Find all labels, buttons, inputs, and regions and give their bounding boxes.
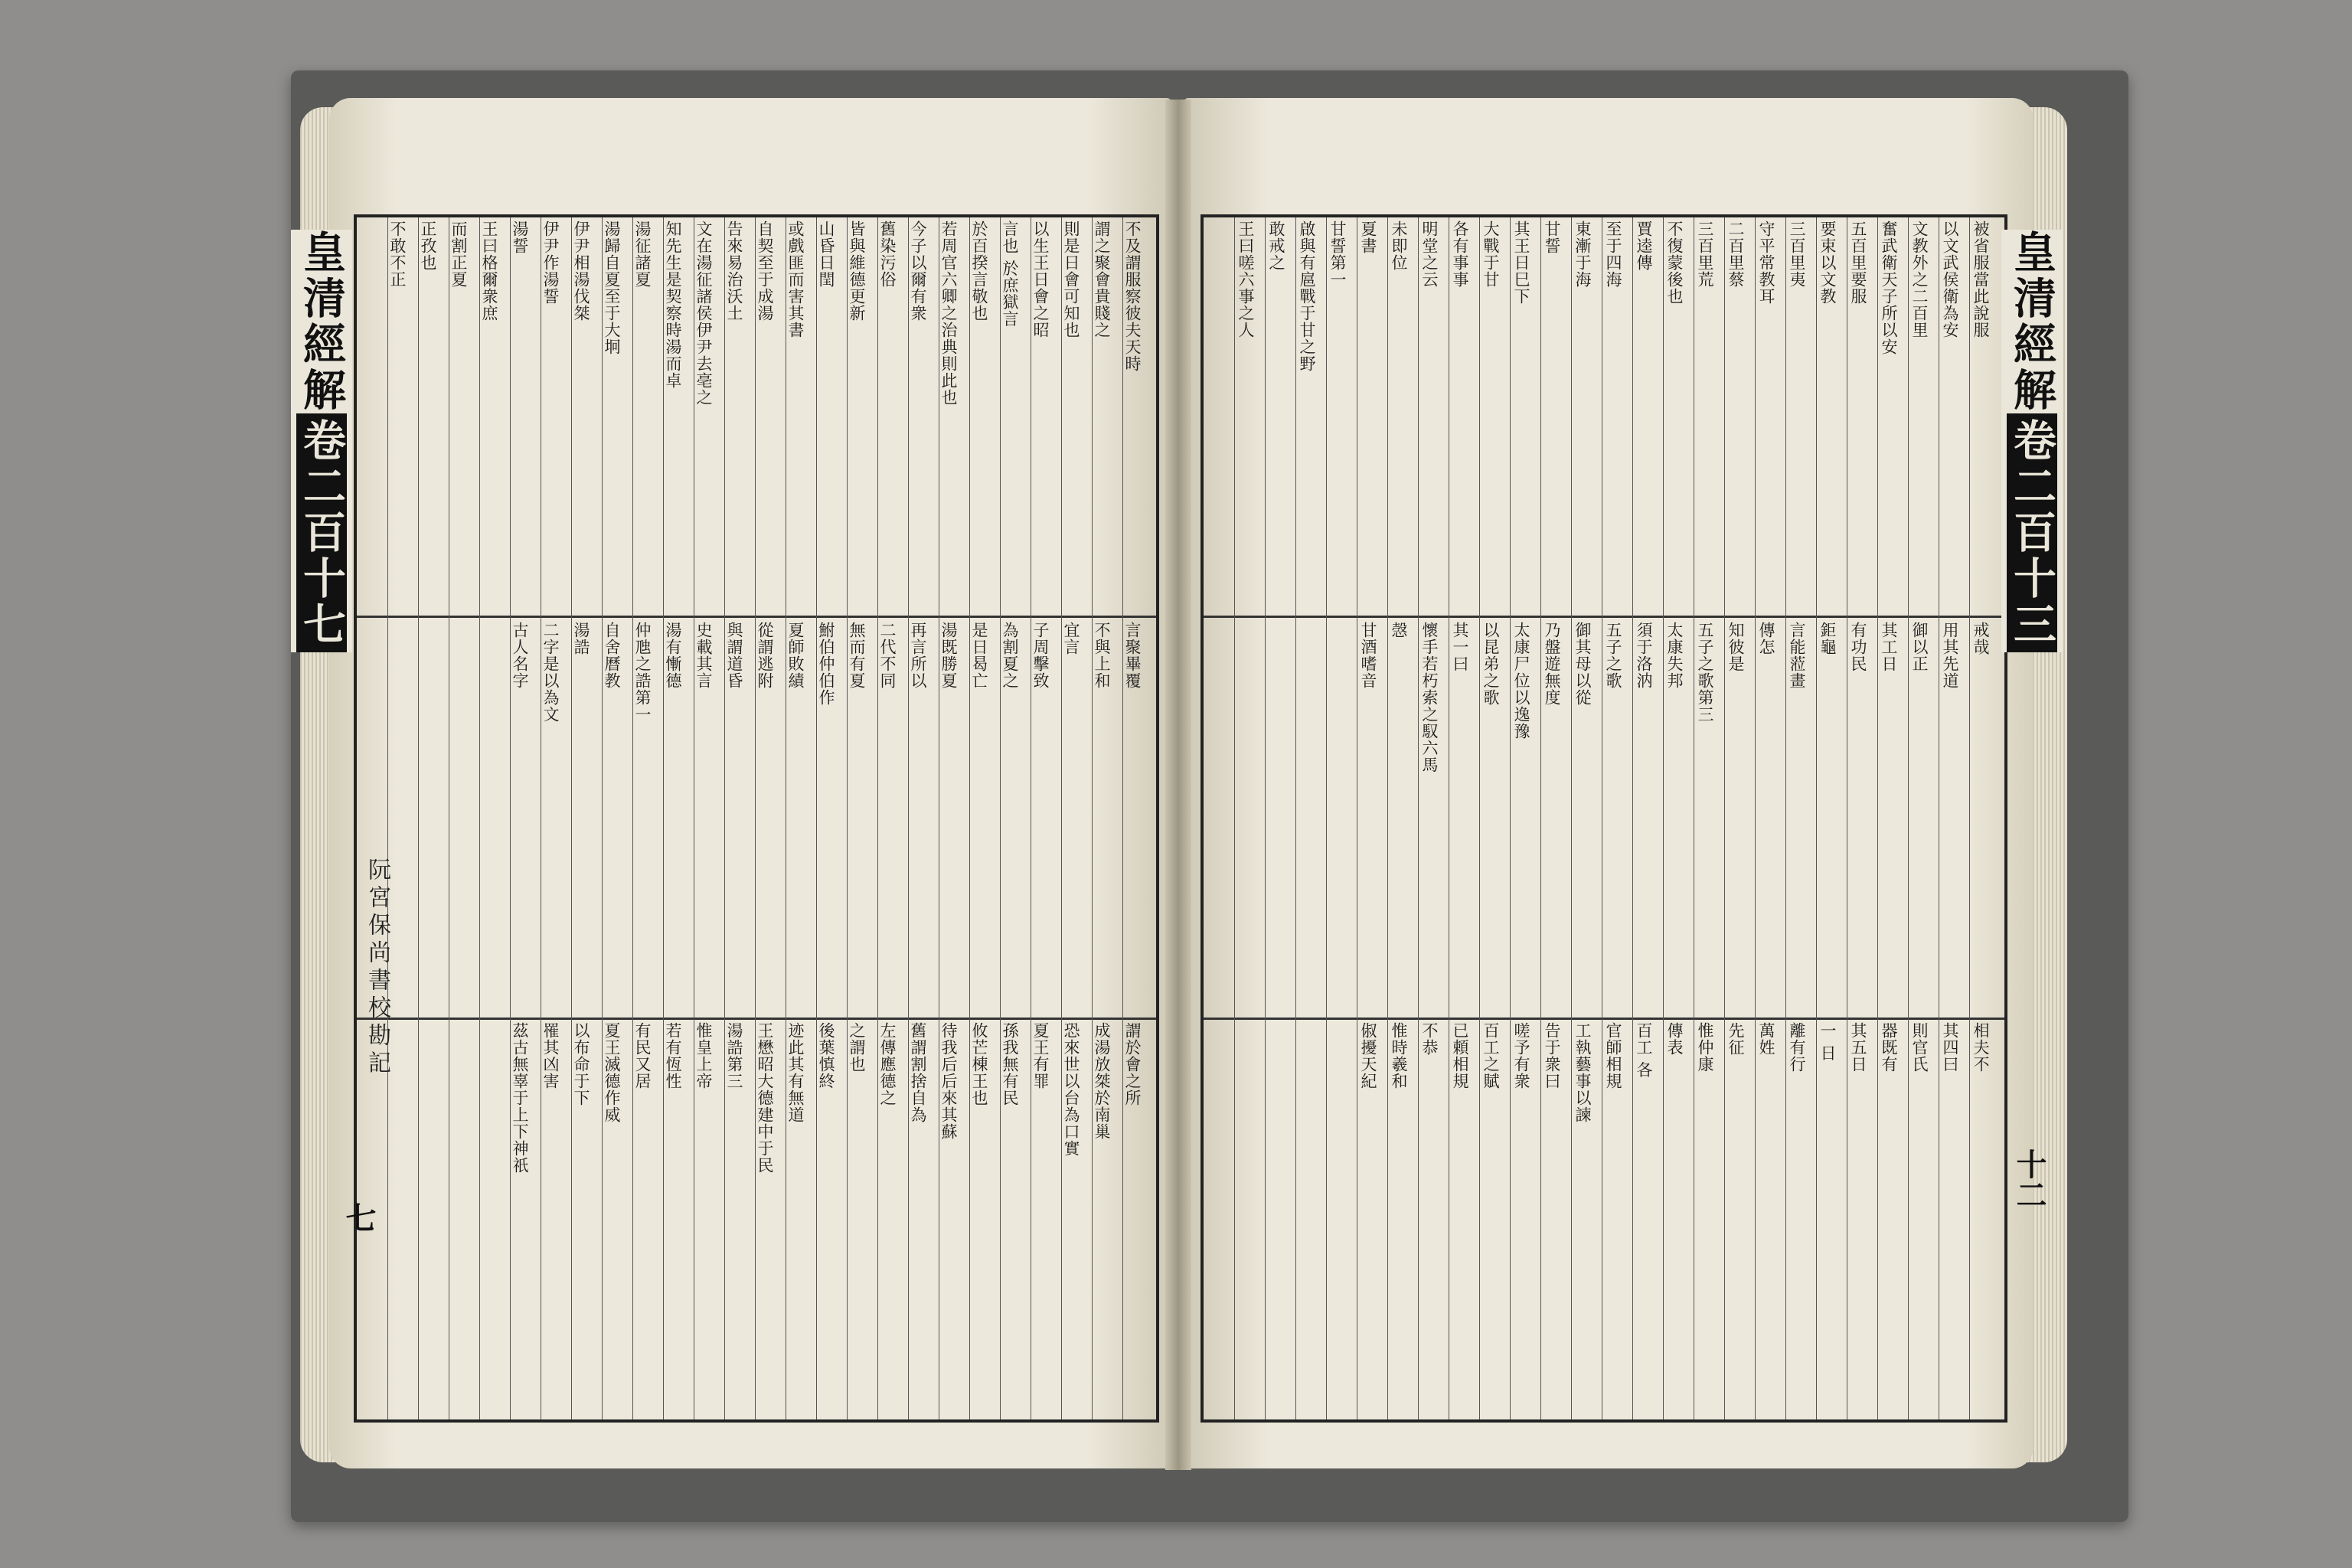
text-column: 與謂道昏 [725,622,743,689]
text-column: 言也 於庶獄言 [1001,220,1019,328]
text-column: 山昏日閏 [817,220,835,288]
text-column: 器既有 [1880,1022,1898,1073]
left-page-number: 七 [341,1202,377,1233]
text-column: 伊尹作湯誓 [541,220,560,305]
text-column: 御以正 [1910,622,1929,672]
text-column: 三百里荒 [1696,220,1714,288]
text-column: 夏王滅德作威 [603,1022,621,1123]
text-column: 左傳應德之 [878,1022,897,1106]
text-column: 先征 [1726,1022,1745,1056]
text-column: 告來易治沃土 [725,220,743,322]
text-column: 有功民 [1849,622,1867,672]
text-column: 百工之賦 [1481,1022,1500,1089]
text-column: 五百里要服 [1849,220,1867,305]
text-column: 用其先道 [1941,622,1959,689]
text-column: 甘誓第一 [1328,220,1347,288]
text-column: 惟時羲和 [1390,1022,1408,1089]
text-column: 舊染污俗 [878,220,897,288]
text-column: 懷手若朽索之馭六馬 [1420,622,1439,773]
left-page-signature: 阮宮保尚書校勘記 [364,858,390,1078]
text-column: 若周官六卿之治典則此也 [939,220,958,406]
text-column: 知先生是契察時湯而卓 [664,220,682,389]
text-column: 知彼是 [1726,622,1745,672]
text-column: 甘誓 [1543,220,1561,254]
text-column: 為割夏之 [1001,622,1019,689]
text-column: 傳怎 [1757,622,1775,655]
text-column: 明堂之云 [1420,220,1439,288]
text-column: 未即位 [1390,220,1408,271]
text-column: 嗟予有衆 [1512,1022,1530,1089]
text-column: 賈逵傳 [1635,220,1653,271]
text-column: 茲古無辜于上下神祇 [511,1022,529,1174]
text-column: 大戰于甘 [1481,220,1500,288]
text-column: 待我后后來其蘇 [939,1022,958,1140]
text-column: 二百里蔡 [1726,220,1745,288]
text-column: 百工 各 [1635,1022,1653,1079]
text-column: 子周擊致 [1031,622,1050,689]
text-column: 史載其言 [694,622,713,689]
text-column: 東漸于海 [1573,220,1592,288]
text-column: 不恭 [1420,1022,1439,1056]
text-column: 文教外之二百里 [1910,220,1929,338]
text-column: 於百揆言敬也 [970,220,988,322]
text-column: 言能蒞畫 [1788,622,1806,689]
right-book-title: 皇清經解卷二百十三 [2001,230,2063,652]
text-column: 文在湯征諸侯伊尹去亳之 [694,220,713,406]
text-column: 謂之聚會貴賤之 [1093,220,1111,338]
text-column: 仲虺之誥第一 [633,622,652,723]
text-column: 再言所以 [909,622,927,689]
text-column: 而割正夏 [449,220,468,288]
text-column: 三百里夷 [1788,220,1806,288]
text-column: 湯歸自夏至于大坰 [603,220,621,355]
text-column: 有民又居 [633,1022,652,1089]
text-column: 奮武衛天子所以安 [1880,220,1898,355]
text-column: 自舍曆教 [603,622,621,689]
text-column: 不復蒙後也 [1665,220,1684,305]
text-column: 官師相規 [1604,1022,1622,1089]
text-column: 告于衆曰 [1543,1022,1561,1089]
text-column: 傳表 [1665,1022,1684,1056]
text-column: 御其母以從 [1573,622,1592,706]
text-column: 今子以爾有衆 [909,220,927,322]
text-column: 惟皇上帝 [694,1022,713,1089]
right-page-number: 十二 [2011,1148,2047,1210]
text-column: 湯有慚德 [664,622,682,689]
text-column: 夏書 [1359,220,1377,254]
text-column: 湯誥第三 [725,1022,743,1089]
text-column: 皆與維德更新 [848,220,866,322]
text-column: 舊謂割捨自為 [909,1022,927,1123]
text-column: 以文武侯衛為安 [1941,220,1959,338]
text-column: 夏師敗績 [786,622,805,689]
text-column: 或戲匪而害其書 [786,220,805,338]
register-divider-2 [357,1018,1156,1020]
text-column: 被省服當此說服 [1971,220,1990,338]
text-column: 孫我無有民 [1001,1022,1019,1106]
text-column: 太康失邦 [1665,622,1684,689]
text-column: 太康尸位以逸豫 [1512,622,1530,740]
text-column: 湯征諸夏 [633,220,652,288]
left-book-title: 皇清經解卷二百十七 [291,230,352,652]
text-column: 古人名字 [511,622,529,689]
text-column: 宜言 [1062,622,1080,655]
text-column: 萬姓 [1757,1022,1775,1056]
text-column: 其王日巳下 [1512,220,1530,305]
text-column: 須于洛汭 [1635,622,1653,689]
text-column: 則官氏 [1910,1022,1929,1073]
text-column: 後葉慎終 [817,1022,835,1089]
left-text-frame [354,214,1159,1423]
text-column: 以昆弟之歌 [1481,622,1500,706]
text-column: 正孜也 [419,220,437,271]
text-column: 以布命于下 [572,1022,590,1106]
text-column: 鮒伯仲伯作 [817,622,835,706]
text-column: 其四曰 [1941,1022,1959,1073]
book-gutter [1165,100,1191,1470]
text-column: 從謂逃附 [756,622,774,689]
text-column: 王曰格爾衆庶 [480,220,498,322]
text-column: 要束以文教 [1818,220,1837,305]
text-column: 離有行 [1788,1022,1806,1073]
text-column: 惟仲康 [1696,1022,1714,1073]
text-column: 王懋昭大德建中于民 [756,1022,774,1174]
text-column: 罹其凶害 [541,1022,560,1089]
text-column: 工執藝事以諫 [1573,1022,1592,1123]
text-column: 五子之歌第三 [1696,622,1714,723]
text-column: 無而有夏 [848,622,866,689]
text-column: 敢戒之 [1267,220,1285,271]
text-column: 一 日 [1818,1022,1837,1062]
text-column: 湯誥 [572,622,590,655]
register-divider-1 [357,616,1156,618]
text-column: 迹此其有無道 [786,1022,805,1123]
text-column: 王曰嗟六事之人 [1236,220,1255,338]
register-divider-1 [1204,616,2004,618]
text-column: 自契至于成湯 [756,220,774,322]
text-column: 其一曰 [1451,622,1469,672]
text-column: 夏王有罪 [1031,1022,1050,1089]
text-column: 謂於會之所 [1123,1022,1142,1106]
text-column: 言聚畢覆 [1123,622,1142,689]
text-column: 甘酒嗜音 [1359,622,1377,689]
text-column: 不敢不正 [388,220,407,288]
text-column: 以生王日會之昭 [1031,220,1050,338]
text-column: 其工日 [1880,622,1898,672]
text-column: 湯既勝夏 [939,622,958,689]
text-column: 湯誓 [511,220,529,254]
text-column: 戒哉 [1971,622,1990,655]
text-column: 各有事事 [1451,220,1469,288]
text-column: 俶擾天紀 [1359,1022,1377,1089]
text-column: 不及謂服察彼夫天時 [1123,220,1142,372]
text-column: 伊尹相湯伐桀 [572,220,590,322]
text-column: 是日曷亡 [970,622,988,689]
text-column: 之謂也 [848,1022,866,1073]
text-column: 乃盤遊無度 [1543,622,1561,706]
text-column: 相夫不 [1971,1022,1990,1073]
text-column: 啟與有扈戰于甘之野 [1298,220,1316,372]
text-column: 愨 [1390,622,1408,639]
text-column: 已頼相規 [1451,1022,1469,1089]
text-column: 若有恆性 [664,1022,682,1089]
text-column: 至于四海 [1604,220,1622,288]
text-column: 成湯放桀於南巢 [1093,1022,1111,1140]
text-column: 攸芒棟王也 [970,1022,988,1106]
text-column: 二代不同 [878,622,897,689]
text-column: 二字是以為文 [541,622,560,723]
register-divider-2 [1204,1018,2004,1020]
text-column: 五子之歌 [1604,622,1622,689]
text-column: 鉅龜 [1818,622,1837,655]
text-column: 則是日會可知也 [1062,220,1080,338]
right-text-frame [1200,214,2007,1423]
text-column: 其五日 [1849,1022,1867,1073]
text-column: 守平常教耳 [1757,220,1775,305]
text-column: 不與上和 [1093,622,1111,689]
text-column: 恐來世以台為口實 [1062,1022,1080,1157]
